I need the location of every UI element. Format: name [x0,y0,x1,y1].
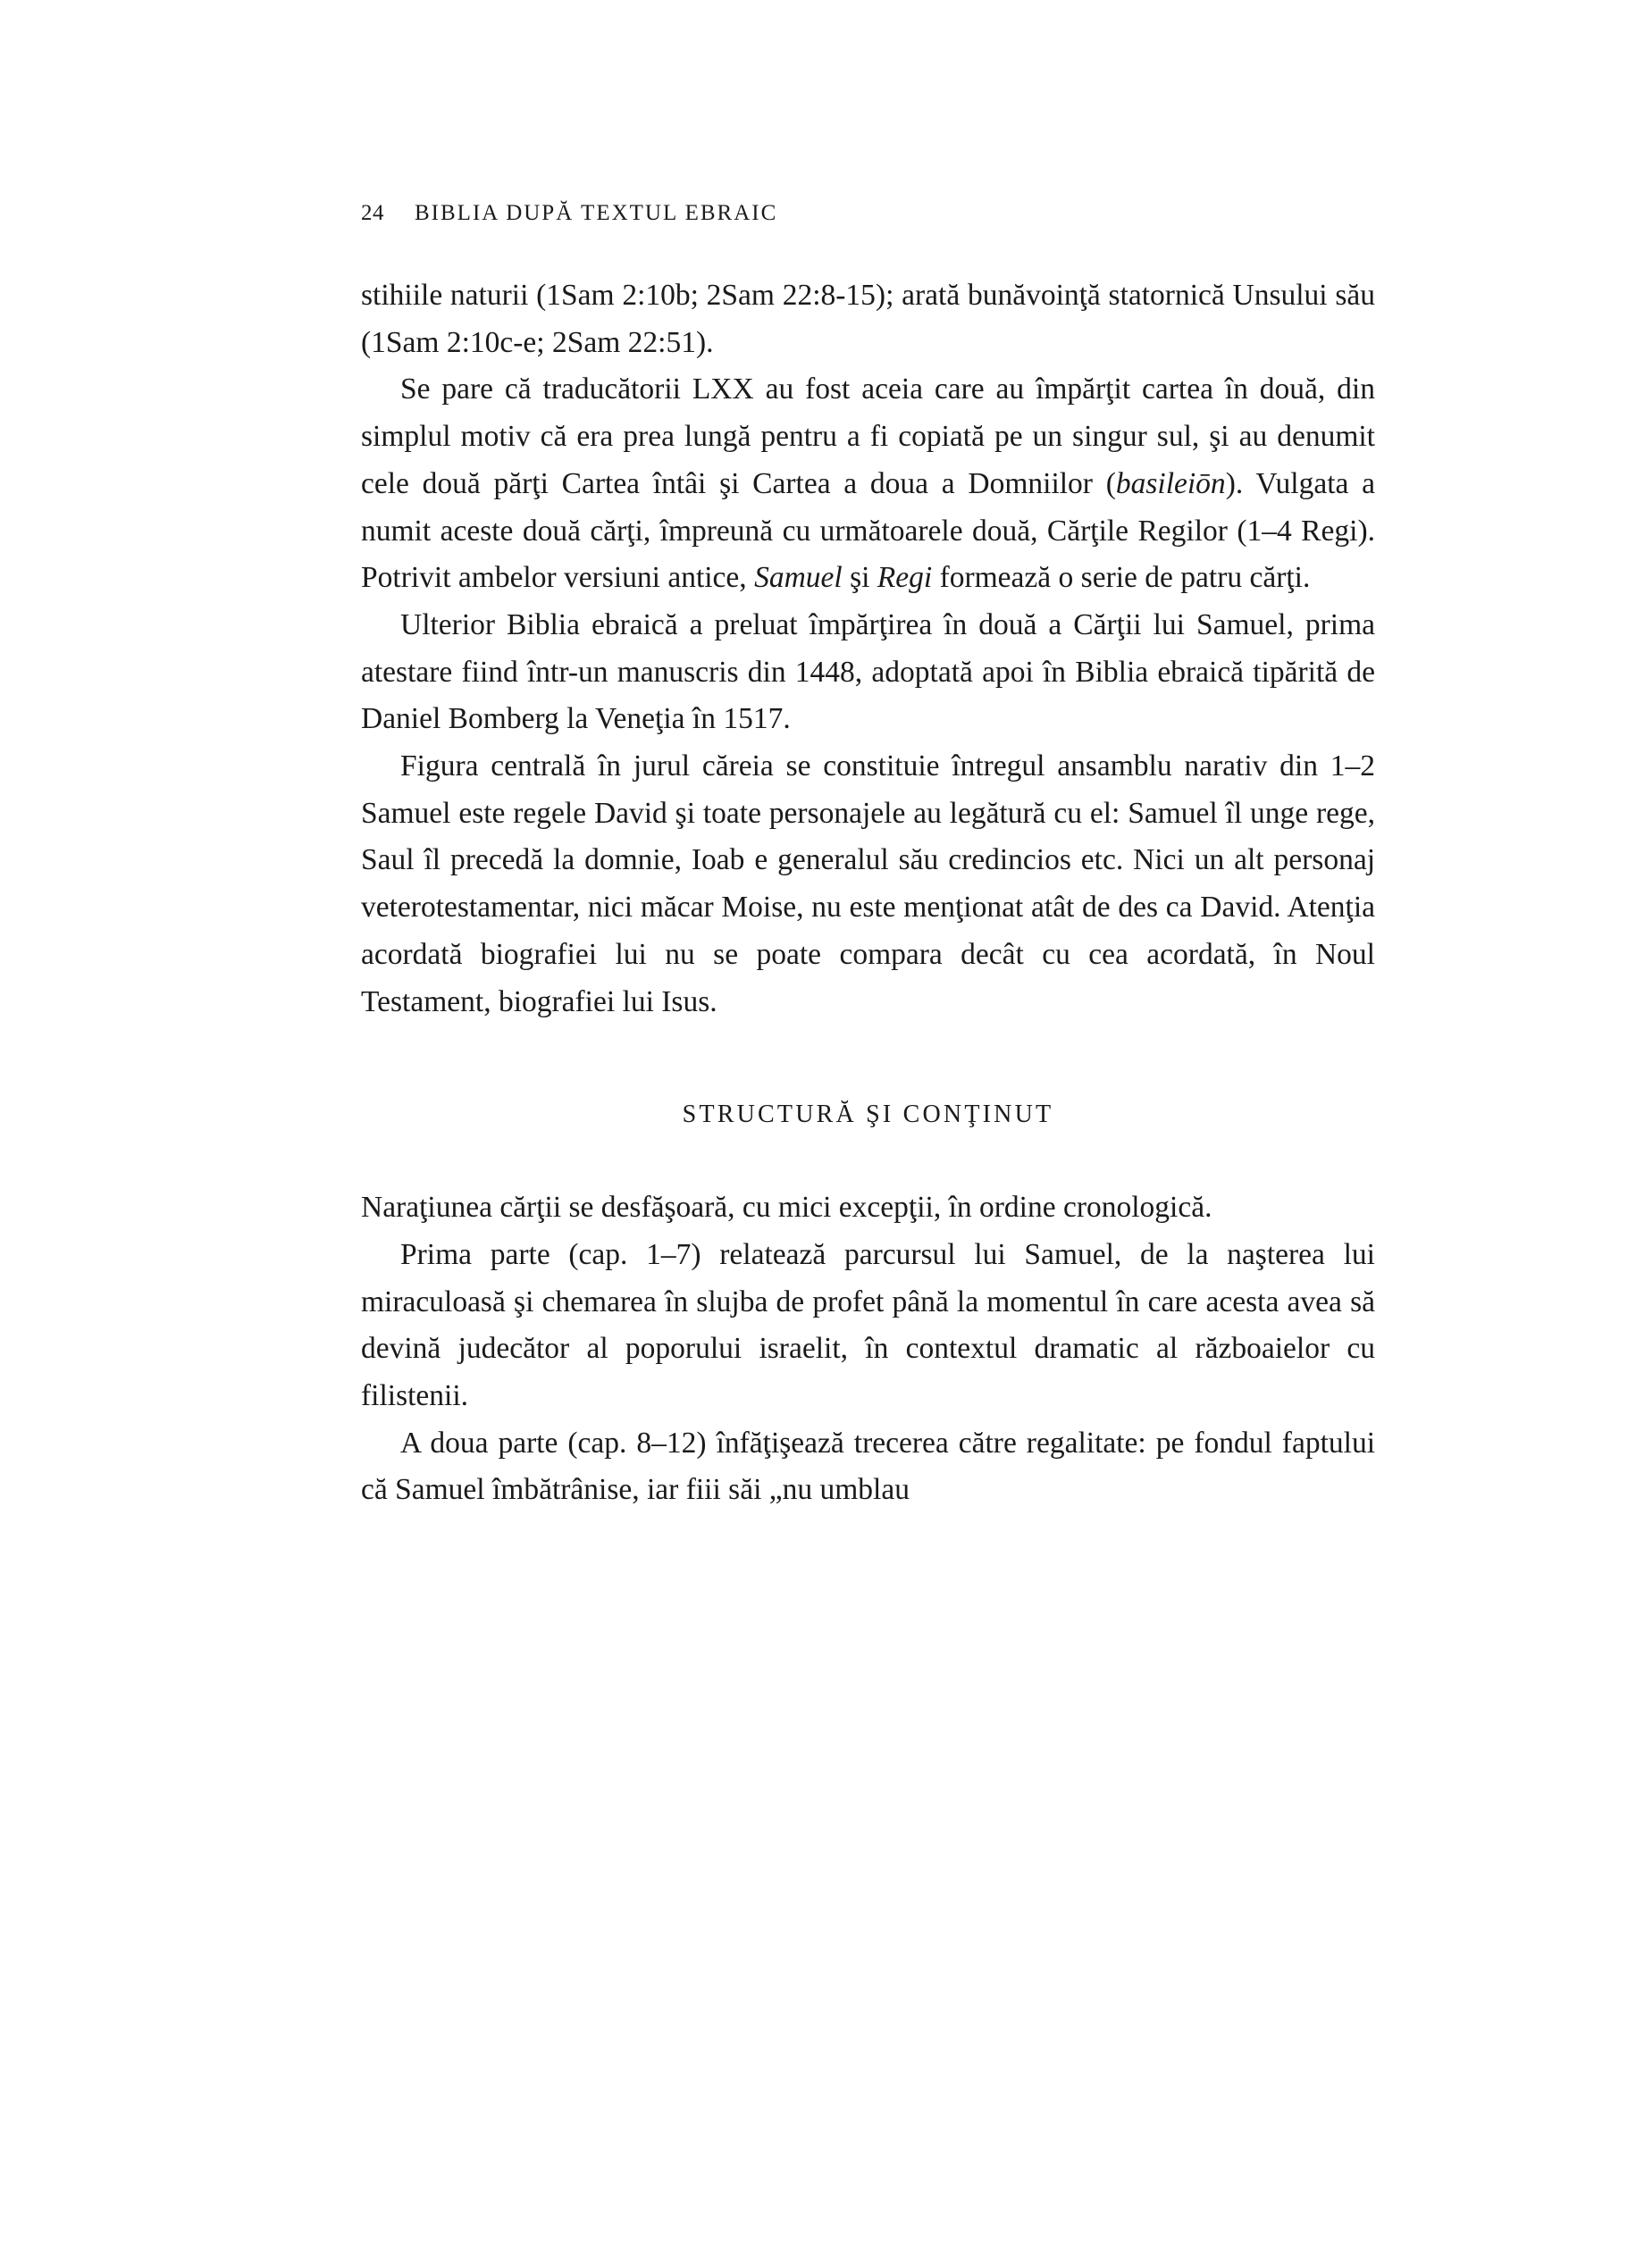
paragraph-6: Prima parte (cap. 1–7) relatează parcursul lui Samuel, de la naşterea lui miraculoasă şi chemarea în slujba de profet până la momentul în care acesta avea să devină judecător al poporului israelit, în contextul dramatic al războaielor cu filistenii. [361,1237,1375,1413]
paragraph-7: A doua parte (cap. 8–12) înfăţişează trecerea către regalitate: pe fondul faptului că Samuel îmbătrânise, iar fiii săi „nu umblau [361,1426,1375,1507]
paragraph-5: Naraţiunea cărţii se desfăşoară, cu mici excepţii, în ordine cronologică. [361,1191,1212,1225]
section-heading: STRUCTURĂ ŞI CONŢINUT [682,1101,1054,1129]
paragraph-2-italic-regi: Regi [877,561,933,595]
paragraph-2-part-d: formează o serie de patru cărţi. [932,561,1311,595]
paragraph-1: stihiile naturii (1Sam 2:10b; 2Sam 22:8-15); arată bunăvoinţă statornică Unsului său (1Sam 2:10c-e; 2Sam 22:51). [361,279,1375,359]
paragraph-2 [361,366,1375,602]
page-number: 24 [361,201,384,225]
running-head [361,201,1375,226]
paragraph-2-part-b: ). Vulgata a numit aceste două cărţi, împreună cu următoarele două, Cărţile Regilor (1–4 Regi). Potrivit ambelor versiuni antice, [361,466,1375,595]
paragraph-3: Ulterior Biblia ebraică a preluat împărţirea în două a Cărţii lui Samuel, prima atestare fiind într-un manuscris din 1448, adoptată apoi în Biblia ebraică tipărită de Daniel Bomberg la Veneţia în 1517. [361,607,1375,736]
page-content [361,201,1375,1514]
paragraph-2-italic-basileion: basileiōn [1115,466,1226,500]
paragraph-2-part-a: Se pare că traducătorii LXX au fost aceia care au împărţit cartea în două, din simplul motiv că era prea lungă pentru a fi copiată pe un singur sul, şi au denumit cele două părţi Cartea întâi şi Cartea a doua a Domniilor ( [361,372,1375,500]
running-title: BIBLIA DUPĂ TEXTUL EBRAIC [415,201,778,225]
paragraph-4: Figura centrală în jurul căreia se constituie întregul ansamblu narativ din 1–2 Samuel este regele David şi toate personajele au legătură cu el: Samuel îl unge rege, Saul îl precedă la domnie, Ioab e generalul său credincios etc. Nici un alt personaj veterotestamentar, nici măcar Moise, nu este menţionat atât de des ca David. Atenţia acordată biografiei lui nu se poate compara decât cu cea acordată, în Noul Testament, biografiei lui Isus. [361,749,1375,1018]
paragraph-2-italic-samuel: Samuel [754,561,843,595]
paragraph-2-part-c: şi [842,561,877,595]
